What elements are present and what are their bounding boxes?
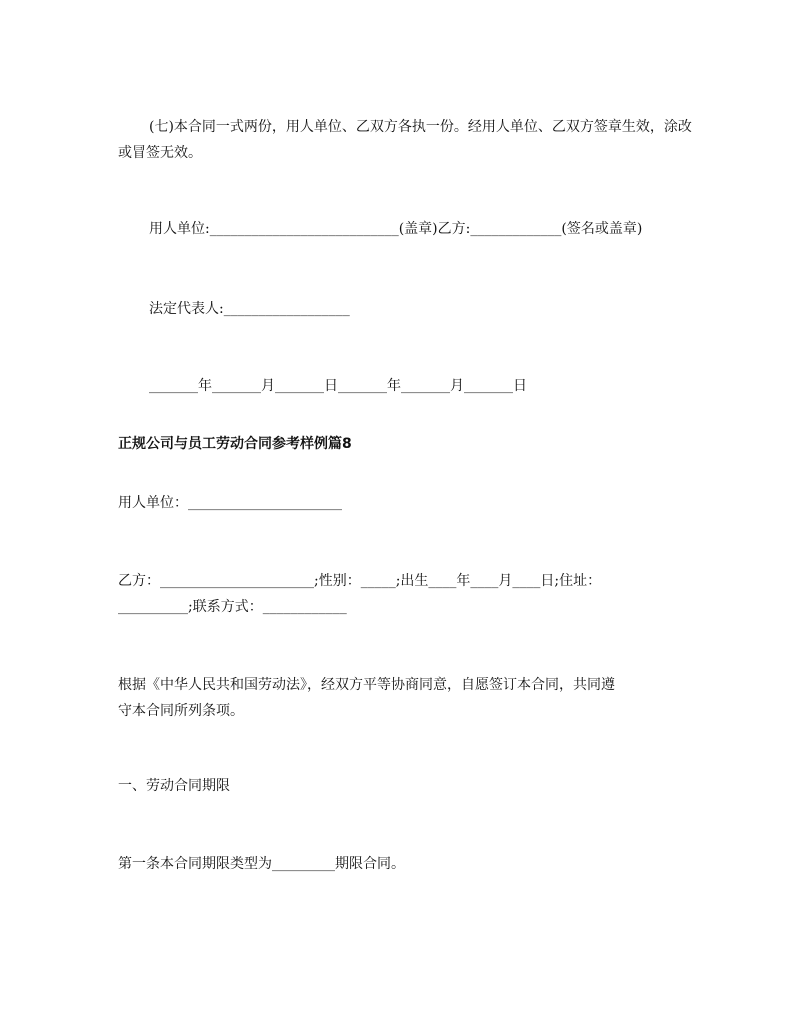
- date-line: _______年_______月_______日_______年_______月_______日: [149, 378, 527, 394]
- basis-paragraph-line: 守本合同所列条项。: [118, 703, 244, 719]
- section-title: 正规公司与员工劳动合同参考样例篇8: [118, 436, 352, 452]
- party-b-info-line: 乙方：______________________;性别：_____;出生____年____月____日;住址：: [118, 573, 602, 589]
- chapter-heading: 一、劳动合同期限: [118, 778, 230, 794]
- signature-line: 用人单位:___________________________(盖章)乙方:_____________(签名或盖章): [149, 221, 643, 237]
- party-b-contact-line: __________;联系方式：____________: [118, 599, 347, 615]
- article-one: 第一条本合同期限类型为_________期限合同。: [118, 856, 405, 872]
- legal-representative-line: 法定代表人:__________________: [149, 301, 350, 317]
- clause-seven-paragraph: (七)本合同一式两份，用人单位、乙双方各执一份。经用人单位、乙双方签章生效，涂改或冒签无效。: [118, 119, 692, 161]
- employer-line: 用人单位：______________________: [118, 495, 342, 511]
- basis-paragraph-line: 根据《中华人民共和国劳动法》，经双方平等协商同意，自愿签订本合同，共同遵: [118, 677, 615, 693]
